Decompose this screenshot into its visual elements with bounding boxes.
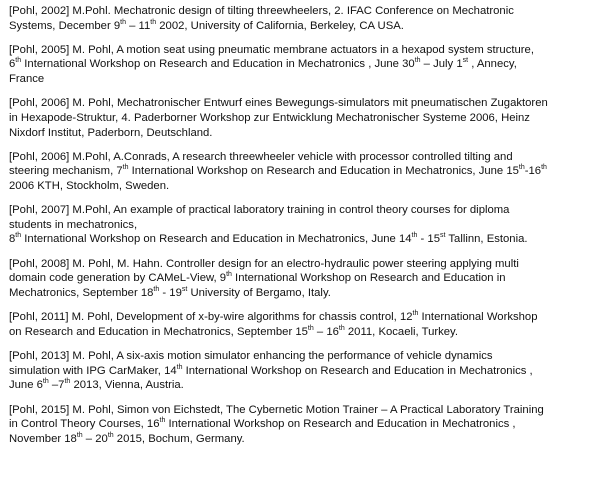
ordinal-suffix: th: [153, 286, 160, 294]
ordinal-suffix: th: [411, 232, 418, 240]
ordinal-suffix: th: [338, 325, 345, 333]
reference-line: [9, 417, 604, 432]
reference-line: [9, 378, 604, 393]
ordinal-suffix: th: [412, 310, 419, 318]
reference-text: France: [9, 73, 45, 86]
ordinal-suffix: th: [15, 232, 22, 240]
reference-text: International Workshop on Research and Education in Mechatronics, June 15: [128, 165, 519, 178]
reference-text: Nixdorf Institut, Paderborn, Deutschland.: [9, 126, 213, 139]
reference-text: – 20: [82, 432, 108, 445]
reference-text: [Pohl, 2007] M.Pohl, An example of practical laboratory training in control theory courses for diploma: [9, 204, 510, 217]
reference-text: [Pohl, 2006] M. Pohl, Mechatronischer Entwurf eines Bewegungs-simulators mit pneumatischen Zugaktoren: [9, 97, 548, 110]
reference-text: 8: [9, 233, 16, 246]
reference-text: steering mechanism, 7: [9, 165, 123, 178]
reference-text: [Pohl, 2013] M. Pohl, A six-axis motion simulator enhancing the performance of vehicle dynamics: [9, 350, 493, 363]
reference-text: [Pohl, 2005] M. Pohl, A motion seat using pneumatic membrane actuators in a hexapod system structure,: [9, 43, 534, 56]
reference-line: [9, 111, 604, 126]
ordinal-suffix: th: [42, 378, 49, 386]
reference-text: in Hexapode-Struktur, 4. Paderborner Workshop zur Entwicklung Mechatronischer Systeme 2006, Heinz: [9, 111, 530, 124]
reference-text: [Pohl, 2015] M. Pohl, Simon von Eichstedt, The Cybernetic Motion Trainer – A Practical Laboratory Training: [9, 403, 544, 416]
reference-text: [Pohl, 2002] M.Pohl. Mechatronic design of tilting threewheelers, 2. IFAC Conference on Mechatronic: [9, 5, 514, 17]
reference-text: simulation with IPG CarMaker, 14: [9, 364, 177, 377]
reference-text: 2002, University of California, Berkeley, CA USA.: [156, 19, 404, 32]
reference-text: –7: [48, 379, 65, 392]
reference-line: [9, 286, 604, 301]
reference-entry: [9, 150, 604, 194]
ordinal-suffix: st: [181, 286, 188, 294]
reference-text: – 16: [313, 325, 339, 338]
reference-line: [9, 203, 604, 218]
reference-text: [Pohl, 2008] M. Pohl, M. Hahn. Controller design for an electro-hydraulic power steering applying multi: [9, 257, 519, 270]
reference-entry: [9, 257, 604, 301]
reference-line: [9, 179, 604, 194]
reference-text: Mechatronics, September 18: [9, 286, 154, 299]
reference-line: [9, 19, 604, 34]
reference-line: [9, 164, 604, 179]
reference-line: [9, 432, 604, 447]
reference-text: in Control Theory Courses, 16: [9, 418, 160, 431]
reference-text: International Workshop on Research and Education in: [231, 272, 506, 285]
reference-text: - 19: [159, 286, 182, 299]
ordinal-suffix: th: [159, 417, 166, 425]
reference-entry: [9, 203, 604, 247]
reference-text: -16: [524, 165, 542, 178]
reference-line: [9, 310, 604, 325]
ordinal-suffix: th: [64, 378, 71, 386]
reference-text: on Research and Education in Mechatronics, September 15: [9, 325, 308, 338]
reference-line: [9, 218, 604, 233]
reference-line: [9, 349, 604, 364]
reference-text: Systems, December 9: [9, 19, 121, 32]
reference-text: students in mechatronics,: [9, 218, 138, 231]
reference-line: [9, 96, 604, 111]
reference-line: [9, 403, 604, 418]
ordinal-suffix: th: [176, 363, 183, 371]
reference-text: 2013, Vienna, Austria.: [70, 379, 184, 392]
ordinal-suffix: th: [15, 57, 22, 65]
ordinal-suffix: th: [107, 431, 114, 439]
reference-text: 2006 KTH, Stockholm, Sweden.: [9, 180, 170, 192]
ordinal-suffix: th: [226, 271, 232, 279]
reference-line: [9, 72, 604, 87]
reference-text: 2011, Kocaeli, Turkey.: [344, 325, 458, 338]
reference-entry: [9, 403, 604, 447]
reference-line: [9, 43, 604, 58]
ordinal-suffix: th: [307, 325, 314, 333]
reference-line: [9, 126, 604, 141]
reference-line: [9, 257, 604, 272]
reference-text: International Workshop on Research and Education in Mechatronics ,: [165, 418, 516, 431]
reference-text: Tallinn, Estonia.: [445, 233, 528, 246]
reference-text: – 11: [125, 19, 151, 32]
ordinal-suffix: th: [150, 18, 157, 26]
reference-line: [9, 150, 604, 165]
ordinal-suffix: th: [120, 18, 126, 26]
reference-line: [9, 325, 604, 340]
ordinal-suffix: th: [76, 431, 83, 439]
reference-text: 2015, Bochum, Germany.: [113, 432, 245, 445]
reference-text: November 18: [9, 432, 77, 445]
reference-text: International Workshop on Research and Education in Mechatronics, June 14: [21, 233, 412, 246]
reference-text: [Pohl, 2006] M.Pohl, A.Conrads, A research threewheeler vehicle with processor controlled tilting and: [9, 150, 513, 163]
ordinal-suffix: th: [518, 164, 525, 172]
reference-entry: [9, 349, 604, 393]
reference-line: [9, 364, 604, 379]
ordinal-suffix: th: [541, 164, 547, 172]
reference-line: [9, 232, 604, 247]
ordinal-suffix: st: [462, 57, 469, 65]
reference-text: - 15: [417, 233, 440, 246]
reference-entry: [9, 310, 604, 339]
reference-entry: [9, 4, 604, 33]
reference-text: [Pohl, 2011] M. Pohl, Development of x-by-wire algorithms for chassis control, 12: [9, 311, 413, 324]
reference-entry: [9, 43, 604, 87]
reference-line: [9, 57, 604, 72]
ordinal-suffix: th: [122, 164, 129, 172]
reference-text: International Workshop on Research and Education in Mechatronics ,: [182, 364, 533, 377]
ordinal-suffix: st: [440, 232, 446, 240]
reference-text: International Workshop on Research and Education in Mechatronics , June 30: [21, 58, 415, 71]
reference-text: – July 1: [420, 58, 463, 71]
reference-text: June 6: [9, 379, 43, 392]
reference-text: , Annecy,: [468, 58, 517, 71]
reference-text: University of Bergamo, Italy.: [187, 286, 331, 299]
reference-text: 6: [9, 58, 16, 71]
reference-text: domain code generation by CAMeL-View, 9: [9, 272, 227, 285]
reference-line: [9, 271, 604, 286]
reference-entry: [9, 96, 604, 140]
ordinal-suffix: th: [414, 57, 421, 65]
reference-line: [9, 4, 604, 19]
reference-text: International Workshop: [418, 311, 538, 324]
